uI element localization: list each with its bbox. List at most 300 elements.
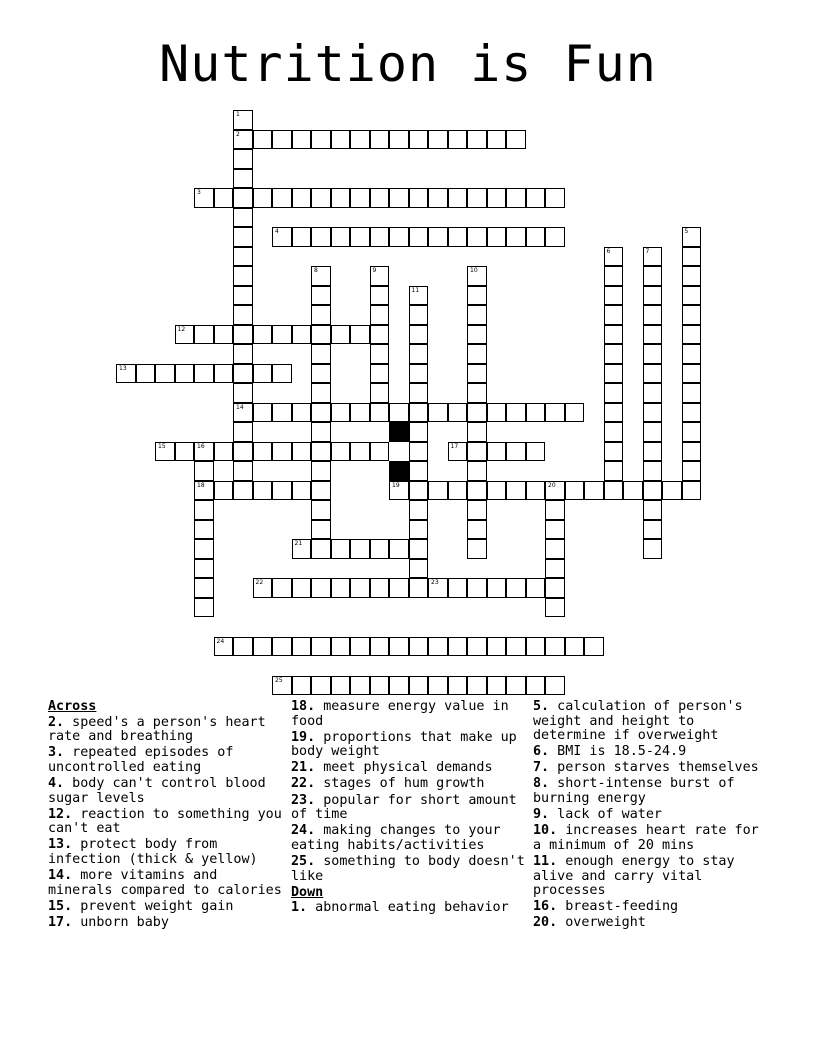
grid-cell[interactable] [292,188,312,208]
grid-cell[interactable] [272,403,292,423]
grid-cell[interactable] [370,676,390,696]
grid-cell[interactable] [389,637,409,657]
grid-cell[interactable] [643,364,663,384]
grid-cell[interactable] [643,305,663,325]
grid-cell[interactable] [311,325,331,345]
grid-cell[interactable] [233,169,253,189]
grid-cell[interactable] [448,637,468,657]
grid-cell[interactable] [389,403,409,423]
grid-cell[interactable] [253,403,273,423]
grid-cell[interactable] [311,130,331,150]
grid-cell[interactable] [233,110,253,130]
grid-cell[interactable] [292,403,312,423]
grid-cell[interactable] [233,383,253,403]
grid-cell[interactable] [116,364,136,384]
grid-cell[interactable] [175,325,195,345]
grid-cell[interactable] [487,676,507,696]
grid-cell[interactable] [370,637,390,657]
grid-cell[interactable] [643,500,663,520]
grid-cell[interactable] [409,520,429,540]
grid-cell[interactable] [370,266,390,286]
grid-cell[interactable] [311,403,331,423]
grid-cell[interactable] [467,325,487,345]
grid-cell[interactable] [233,305,253,325]
grid-cell[interactable] [545,403,565,423]
grid-cell[interactable] [253,364,273,384]
grid-cell[interactable] [272,325,292,345]
grid-cell[interactable] [604,266,624,286]
grid-cell[interactable] [428,403,448,423]
grid-cell[interactable] [194,325,214,345]
grid-cell[interactable] [311,539,331,559]
grid-cell[interactable] [428,130,448,150]
grid-cell[interactable] [370,344,390,364]
grid-cell[interactable] [409,364,429,384]
grid-cell[interactable] [233,130,253,150]
grid-cell[interactable] [643,344,663,364]
grid-cell[interactable] [272,188,292,208]
grid-cell[interactable] [370,539,390,559]
grid-cell[interactable] [545,559,565,579]
grid-cell[interactable] [350,325,370,345]
grid-cell[interactable] [311,422,331,442]
grid-cell[interactable] [545,578,565,598]
grid-cell[interactable] [467,539,487,559]
grid-cell[interactable] [350,637,370,657]
grid-cell[interactable] [467,188,487,208]
grid-cell[interactable] [506,403,526,423]
grid-cell[interactable] [526,578,546,598]
grid-cell[interactable] [506,676,526,696]
grid-cell[interactable] [253,188,273,208]
grid-cell[interactable] [311,227,331,247]
grid-cell[interactable] [545,481,565,501]
grid-cell[interactable] [682,266,702,286]
grid-cell[interactable] [428,676,448,696]
grid-cell[interactable] [311,383,331,403]
grid-cell[interactable] [370,578,390,598]
grid-cell[interactable] [233,325,253,345]
grid-cell[interactable] [643,325,663,345]
grid-cell[interactable] [467,481,487,501]
grid-cell[interactable] [389,539,409,559]
grid-cell[interactable] [623,481,643,501]
grid-cell[interactable] [370,130,390,150]
grid-cell[interactable] [389,578,409,598]
grid-cell[interactable] [409,481,429,501]
grid-cell[interactable] [643,422,663,442]
grid-cell[interactable] [272,578,292,598]
grid-cell[interactable] [233,403,253,423]
grid-cell[interactable] [545,188,565,208]
grid-cell[interactable] [253,442,273,462]
grid-cell[interactable] [545,227,565,247]
grid-cell[interactable] [467,344,487,364]
grid-cell[interactable] [604,286,624,306]
grid-cell[interactable] [292,442,312,462]
grid-cell[interactable] [331,227,351,247]
grid-cell[interactable] [643,442,663,462]
grid-cell[interactable] [487,481,507,501]
grid-cell[interactable] [467,227,487,247]
grid-cell[interactable] [389,676,409,696]
grid-cell[interactable] [194,364,214,384]
grid-cell[interactable] [682,286,702,306]
grid-cell[interactable] [682,364,702,384]
clue-item [48,900,284,915]
grid-cell[interactable] [253,637,273,657]
grid-cell[interactable] [682,461,702,481]
grid-cell[interactable] [272,130,292,150]
grid-cell[interactable] [409,227,429,247]
grid-cell[interactable] [428,481,448,501]
grid-cell[interactable] [506,227,526,247]
grid-cell[interactable] [233,227,253,247]
grid-cell[interactable] [604,325,624,345]
grid-cell[interactable] [389,227,409,247]
clue-text: stages of hum growth [315,776,485,792]
grid-cell[interactable] [311,520,331,540]
grid-cell[interactable] [467,520,487,540]
grid-cell[interactable] [643,266,663,286]
grid-cell[interactable] [311,637,331,657]
grid-cell[interactable] [506,578,526,598]
grid-cell[interactable] [409,344,429,364]
grid-cell[interactable] [682,383,702,403]
grid-cell[interactable] [409,461,429,481]
grid-cell[interactable] [409,676,429,696]
grid-cell[interactable] [331,442,351,462]
grid-cell[interactable] [467,266,487,286]
grid-cell[interactable] [604,383,624,403]
grid-cell[interactable] [409,422,429,442]
grid-cell[interactable] [292,130,312,150]
grid-cell[interactable] [389,481,409,501]
grid-cell[interactable] [506,442,526,462]
grid-cell[interactable] [409,559,429,579]
grid-cell[interactable] [233,286,253,306]
grid-cell[interactable] [214,442,234,462]
grid-cell[interactable] [448,442,468,462]
grid-cell[interactable] [467,500,487,520]
grid-cell[interactable] [467,403,487,423]
grid-cell[interactable] [448,188,468,208]
grid-cell[interactable] [428,188,448,208]
grid-cell[interactable] [175,442,195,462]
grid-cell[interactable] [272,442,292,462]
grid-cell[interactable] [272,637,292,657]
grid-cell[interactable] [409,325,429,345]
grid-cell[interactable] [233,422,253,442]
grid-cell[interactable] [233,461,253,481]
grid-cell[interactable] [214,325,234,345]
grid-cell[interactable] [331,188,351,208]
grid-cell[interactable] [350,539,370,559]
grid-cell[interactable] [311,286,331,306]
grid-cell[interactable] [409,539,429,559]
grid-cell[interactable] [487,130,507,150]
grid-cell[interactable] [487,442,507,462]
grid-cell[interactable] [506,130,526,150]
grid-cell[interactable] [233,149,253,169]
grid-cell[interactable] [467,442,487,462]
grid-cell[interactable] [604,364,624,384]
grid-cell[interactable] [682,422,702,442]
grid-cell[interactable] [487,578,507,598]
grid-cell[interactable] [331,676,351,696]
grid-cell[interactable] [467,461,487,481]
grid-cell[interactable] [331,637,351,657]
grid-cell[interactable] [506,188,526,208]
grid-cell[interactable] [604,403,624,423]
grid-cell[interactable] [545,637,565,657]
grid-cell[interactable] [194,500,214,520]
grid-cell[interactable] [526,188,546,208]
grid-cell[interactable] [370,383,390,403]
grid-cell[interactable] [545,676,565,696]
grid-cell[interactable] [194,539,214,559]
grid-cell[interactable] [194,481,214,501]
grid-cell[interactable] [253,578,273,598]
grid-cell[interactable] [194,578,214,598]
grid-cell[interactable] [292,539,312,559]
grid-cell[interactable] [214,637,234,657]
grid-cell[interactable] [604,247,624,267]
grid-cell[interactable] [604,422,624,442]
grid-cell[interactable] [214,364,234,384]
grid-cell[interactable] [233,344,253,364]
grid-cell[interactable] [448,481,468,501]
grid-cell-number: 2 [236,130,240,138]
grid-cell[interactable] [350,227,370,247]
grid-cell[interactable] [194,520,214,540]
clue-number: 1. [291,900,308,916]
grid-cell[interactable] [233,247,253,267]
grid-cell[interactable] [350,442,370,462]
grid-cell[interactable] [370,325,390,345]
grid-cell[interactable] [311,500,331,520]
grid-cell[interactable] [311,364,331,384]
grid-cell[interactable] [565,637,585,657]
grid-cell[interactable] [409,637,429,657]
grid-cell[interactable] [643,481,663,501]
grid-cell[interactable] [643,247,663,267]
grid-cell[interactable] [604,344,624,364]
grid-cell[interactable] [155,364,175,384]
grid-cell[interactable] [487,227,507,247]
grid-cell[interactable] [370,286,390,306]
grid-cell[interactable] [292,676,312,696]
grid-cell[interactable] [467,286,487,306]
grid-cell[interactable] [311,481,331,501]
grid-cell[interactable] [311,188,331,208]
grid-cell[interactable] [682,247,702,267]
grid-cell[interactable] [448,403,468,423]
grid-cell[interactable] [467,637,487,657]
grid-cell[interactable] [292,325,312,345]
grid-cell[interactable] [370,442,390,462]
grid-cell-number: 7 [645,247,650,255]
grid-cell[interactable] [370,188,390,208]
grid-cell[interactable] [233,266,253,286]
grid-cell[interactable] [233,364,253,384]
grid-cell[interactable] [370,305,390,325]
grid-cell[interactable] [253,130,273,150]
grid-cell[interactable] [350,188,370,208]
grid-cell[interactable] [643,539,663,559]
grid-cell[interactable] [389,188,409,208]
grid-cell[interactable] [428,637,448,657]
grid-cell[interactable] [448,130,468,150]
grid-cell[interactable] [467,422,487,442]
clue-number: 17. [48,914,73,930]
grid-cell[interactable] [311,461,331,481]
grid-cell[interactable] [526,637,546,657]
grid-cell[interactable] [370,403,390,423]
grid-cell-number: 16 [197,442,205,450]
grid-cell[interactable] [467,383,487,403]
grid-cell[interactable] [311,578,331,598]
grid-cell[interactable] [155,442,175,462]
grid-cell[interactable] [682,344,702,364]
grid-cell[interactable] [194,461,214,481]
grid-cell[interactable] [487,188,507,208]
grid-cell[interactable] [292,481,312,501]
grid-cell[interactable] [682,227,702,247]
grid-cell[interactable] [662,481,682,501]
grid-cell[interactable] [136,364,156,384]
grid-cell[interactable] [526,227,546,247]
grid-cell[interactable] [604,481,624,501]
grid-cell[interactable] [604,442,624,462]
grid-cell[interactable] [487,403,507,423]
grid-cell[interactable] [643,403,663,423]
clue-item [291,901,527,916]
grid-cell[interactable] [350,403,370,423]
grid-cell[interactable] [311,266,331,286]
grid-cell[interactable] [428,227,448,247]
grid-cell[interactable] [467,305,487,325]
grid-cell[interactable] [272,481,292,501]
grid-cell[interactable] [292,227,312,247]
grid-cell[interactable] [506,481,526,501]
grid-cell[interactable] [682,325,702,345]
grid-cell[interactable] [682,305,702,325]
grid-cell[interactable] [643,383,663,403]
grid-cell[interactable] [214,188,234,208]
grid-cell[interactable] [370,364,390,384]
grid-cell[interactable] [272,227,292,247]
grid-cell[interactable] [604,461,624,481]
grid-cell[interactable] [233,208,253,228]
grid-cell[interactable] [409,305,429,325]
grid-cell[interactable] [526,403,546,423]
grid-cell[interactable] [682,481,702,501]
grid-cell[interactable] [545,598,565,618]
grid-cell[interactable] [331,578,351,598]
grid-cell[interactable] [292,637,312,657]
grid-cell[interactable] [389,130,409,150]
grid-cell[interactable] [292,578,312,598]
grid-cell[interactable] [428,578,448,598]
grid-cell[interactable] [448,578,468,598]
grid-cell[interactable] [331,325,351,345]
grid-cell[interactable] [545,520,565,540]
grid-cell[interactable] [487,637,507,657]
grid-cell[interactable] [643,286,663,306]
grid-cell[interactable] [233,188,253,208]
grid-cell[interactable] [409,188,429,208]
grid-cell[interactable] [506,637,526,657]
grid-cell[interactable] [350,130,370,150]
clue-text: lack of water [549,807,662,823]
grid-cell[interactable] [682,442,702,462]
grid-cell[interactable] [253,481,273,501]
grid-cell[interactable] [565,403,585,423]
grid-cell[interactable] [409,442,429,462]
grid-cell[interactable] [194,442,214,462]
grid-cell[interactable] [545,500,565,520]
grid-cell[interactable] [331,403,351,423]
grid-cell[interactable] [331,130,351,150]
grid-cell[interactable] [467,676,487,696]
grid-cell[interactable] [253,325,273,345]
grid-cell[interactable] [565,481,585,501]
grid-cell[interactable] [272,676,292,696]
grid-cell[interactable] [175,364,195,384]
grid-cell[interactable] [272,364,292,384]
grid-cell[interactable] [409,383,429,403]
grid-cell[interactable] [448,676,468,696]
grid-cell[interactable] [467,130,487,150]
grid-cell[interactable] [467,364,487,384]
grid-cell[interactable] [643,461,663,481]
grid-cell[interactable] [350,676,370,696]
grid-cell[interactable] [526,676,546,696]
grid-cell[interactable] [467,578,487,598]
grid-cell[interactable] [331,539,351,559]
grid-cell[interactable] [194,598,214,618]
grid-cell[interactable] [311,344,331,364]
clue-item [291,777,527,792]
grid-cell[interactable] [409,130,429,150]
grid-cell[interactable] [682,403,702,423]
grid-cell[interactable] [526,481,546,501]
grid-cell[interactable] [311,305,331,325]
grid-cell[interactable] [311,676,331,696]
grid-cell[interactable] [584,637,604,657]
grid-cell[interactable] [311,442,331,462]
grid-cell[interactable] [526,442,546,462]
grid-cell[interactable] [448,227,468,247]
grid-cell[interactable] [214,481,234,501]
grid-cell[interactable] [409,286,429,306]
grid-cell[interactable] [194,559,214,579]
grid-cell[interactable] [350,578,370,598]
grid-cell[interactable] [545,539,565,559]
grid-cell[interactable] [584,481,604,501]
grid-cell[interactable] [370,227,390,247]
grid-cell[interactable] [194,188,214,208]
grid-cell[interactable] [409,403,429,423]
grid-cell[interactable] [409,578,429,598]
grid-cell[interactable] [233,481,253,501]
grid-cell[interactable] [643,520,663,540]
grid-cell[interactable] [233,442,253,462]
grid-cell[interactable] [233,637,253,657]
grid-cell[interactable] [604,305,624,325]
grid-cell[interactable] [409,500,429,520]
